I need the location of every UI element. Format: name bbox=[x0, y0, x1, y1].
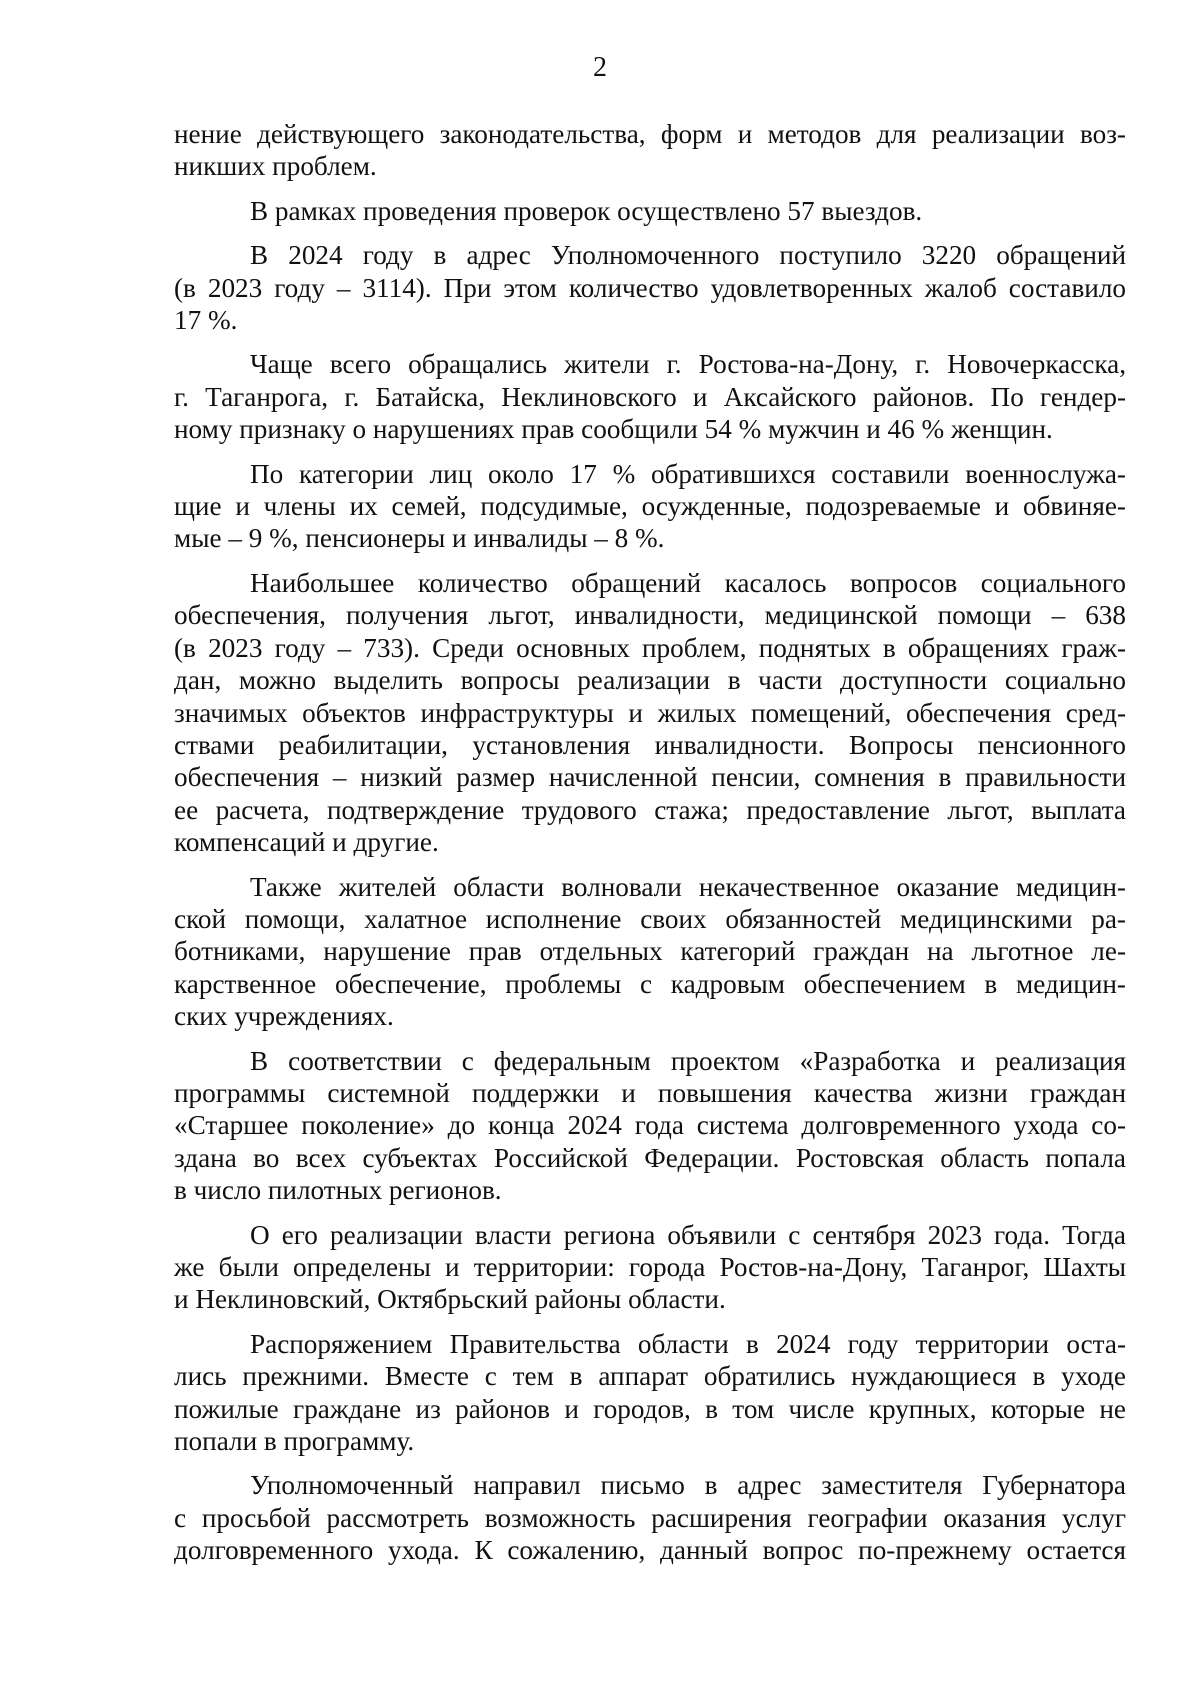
text-line: О его реализации власти региона объявили с сентября 2023 года. Тогда bbox=[250, 1219, 1126, 1250]
text-line: Наибольшее количество обращений касалось вопросов социального bbox=[250, 567, 1126, 598]
text-line: компенсаций и другие. bbox=[174, 827, 439, 858]
text-line: программы системной поддержки и повышения качества жизни граждан bbox=[174, 1077, 1126, 1108]
paragraph bbox=[174, 1469, 1126, 1566]
text-line: Распоряжением Правительства области в 2024 году территории оста- bbox=[250, 1328, 1126, 1359]
text-line: мые – 9 %, пенсионеры и инвалиды – 8 %. bbox=[174, 523, 665, 554]
paragraph bbox=[174, 1328, 1126, 1458]
text-line: здана во всех субъектах Российской Федерации. Ростовская область попала bbox=[174, 1142, 1126, 1173]
text-line: обеспечения, получения льгот, инвалидности, медицинской помощи – 638 bbox=[174, 600, 1126, 631]
text-line: ской помощи, халатное исполнение своих обязанностей медицинскими ра- bbox=[174, 903, 1126, 934]
text-line: (в 2023 году – 3114). При этом количество удовлетворенных жалоб составило bbox=[174, 272, 1126, 303]
text-line: долговременного ухода. К сожалению, данный вопрос по-прежнему остается bbox=[174, 1535, 1126, 1566]
paragraph bbox=[174, 1219, 1126, 1316]
text-line: пожилые граждане из районов и городов, в том числе крупных, которые не bbox=[174, 1393, 1126, 1424]
paragraph bbox=[174, 871, 1126, 1033]
text-line: ному признаку о нарушениях прав сообщили 54 % мужчин и 46 % женщин. bbox=[174, 414, 1053, 445]
text-line: В 2024 году в адрес Уполномоченного поступило 3220 обращений bbox=[250, 240, 1126, 271]
text-line: В соответствии с федеральным проектом «Разработка и реализация bbox=[250, 1045, 1126, 1076]
document-body bbox=[174, 118, 1126, 1579]
text-line: Чаще всего обращались жители г. Ростова-на-Дону, г. Новочеркасска, bbox=[250, 349, 1126, 380]
text-line: щие и члены их семей, подсудимые, осужденные, подозреваемые и обвиняе- bbox=[174, 491, 1126, 522]
text-line: ствами реабилитации, установления инвалидности. Вопросы пенсионного bbox=[174, 729, 1126, 760]
text-line: «Старшее поколение» до конца 2024 года система долговременного ухода со- bbox=[174, 1110, 1126, 1141]
paragraph bbox=[174, 348, 1126, 445]
text-line: 17 %. bbox=[174, 305, 238, 336]
paragraph bbox=[174, 118, 1126, 183]
text-line: Также жителей области волновали некачественное оказание медицин- bbox=[250, 871, 1126, 902]
text-line: же были определены и территории: города Ростов-на-Дону, Таганрог, Шахты bbox=[174, 1252, 1126, 1282]
text-line: и Неклиновский, Октябрьский районы области. bbox=[174, 1284, 726, 1315]
text-line: нение действующего законодательства, форм и методов для реализации воз- bbox=[174, 119, 1126, 149]
text-line: ских учреждениях. bbox=[174, 1001, 394, 1032]
text-line: лись прежними. Вместе с тем в аппарат обратились нуждающиеся в уходе bbox=[174, 1361, 1126, 1392]
text-line: значимых объектов инфраструктуры и жилых помещений, обеспечения сред- bbox=[174, 697, 1126, 728]
paragraph bbox=[174, 239, 1126, 336]
text-line: никших проблем. bbox=[174, 151, 377, 182]
text-line: попали в программу. bbox=[174, 1426, 415, 1457]
paragraph bbox=[174, 458, 1126, 555]
text-line: дан, можно выделить вопросы реализации в части доступности социально bbox=[174, 665, 1126, 696]
text-line: (в 2023 году – 733). Среди основных проблем, поднятых в обращениях граж- bbox=[174, 632, 1126, 663]
text-line: обеспечения – низкий размер начисленной пенсии, сомнения в правильности bbox=[174, 762, 1126, 793]
paragraph bbox=[174, 567, 1126, 859]
paragraph bbox=[174, 195, 1126, 227]
paragraph bbox=[174, 1045, 1126, 1207]
text-line: в число пилотных регионов. bbox=[174, 1175, 502, 1206]
page-number: 2 bbox=[593, 52, 607, 83]
text-line: По категории лиц около 17 % обратившихся составили военнослужа- bbox=[250, 458, 1126, 489]
text-line: ее расчета, подтверждение трудового стажа; предоставление льгот, выплата bbox=[174, 794, 1126, 825]
text-line: ботниками, нарушение прав отдельных категорий граждан на льготное ле- bbox=[174, 936, 1126, 967]
text-line: Уполномоченный направил письмо в адрес заместителя Губернатора bbox=[250, 1470, 1126, 1501]
text-line: В рамках проведения проверок осуществлено 57 выездов. bbox=[250, 195, 923, 226]
text-line: карственное обеспечение, проблемы с кадровым обеспечением в медицин- bbox=[174, 968, 1126, 999]
text-line: с просьбой рассмотреть возможность расширения географии оказания услуг bbox=[174, 1502, 1126, 1533]
text-line: г. Таганрога, г. Батайска, Неклиновского и Аксайского районов. По гендер- bbox=[174, 381, 1126, 412]
